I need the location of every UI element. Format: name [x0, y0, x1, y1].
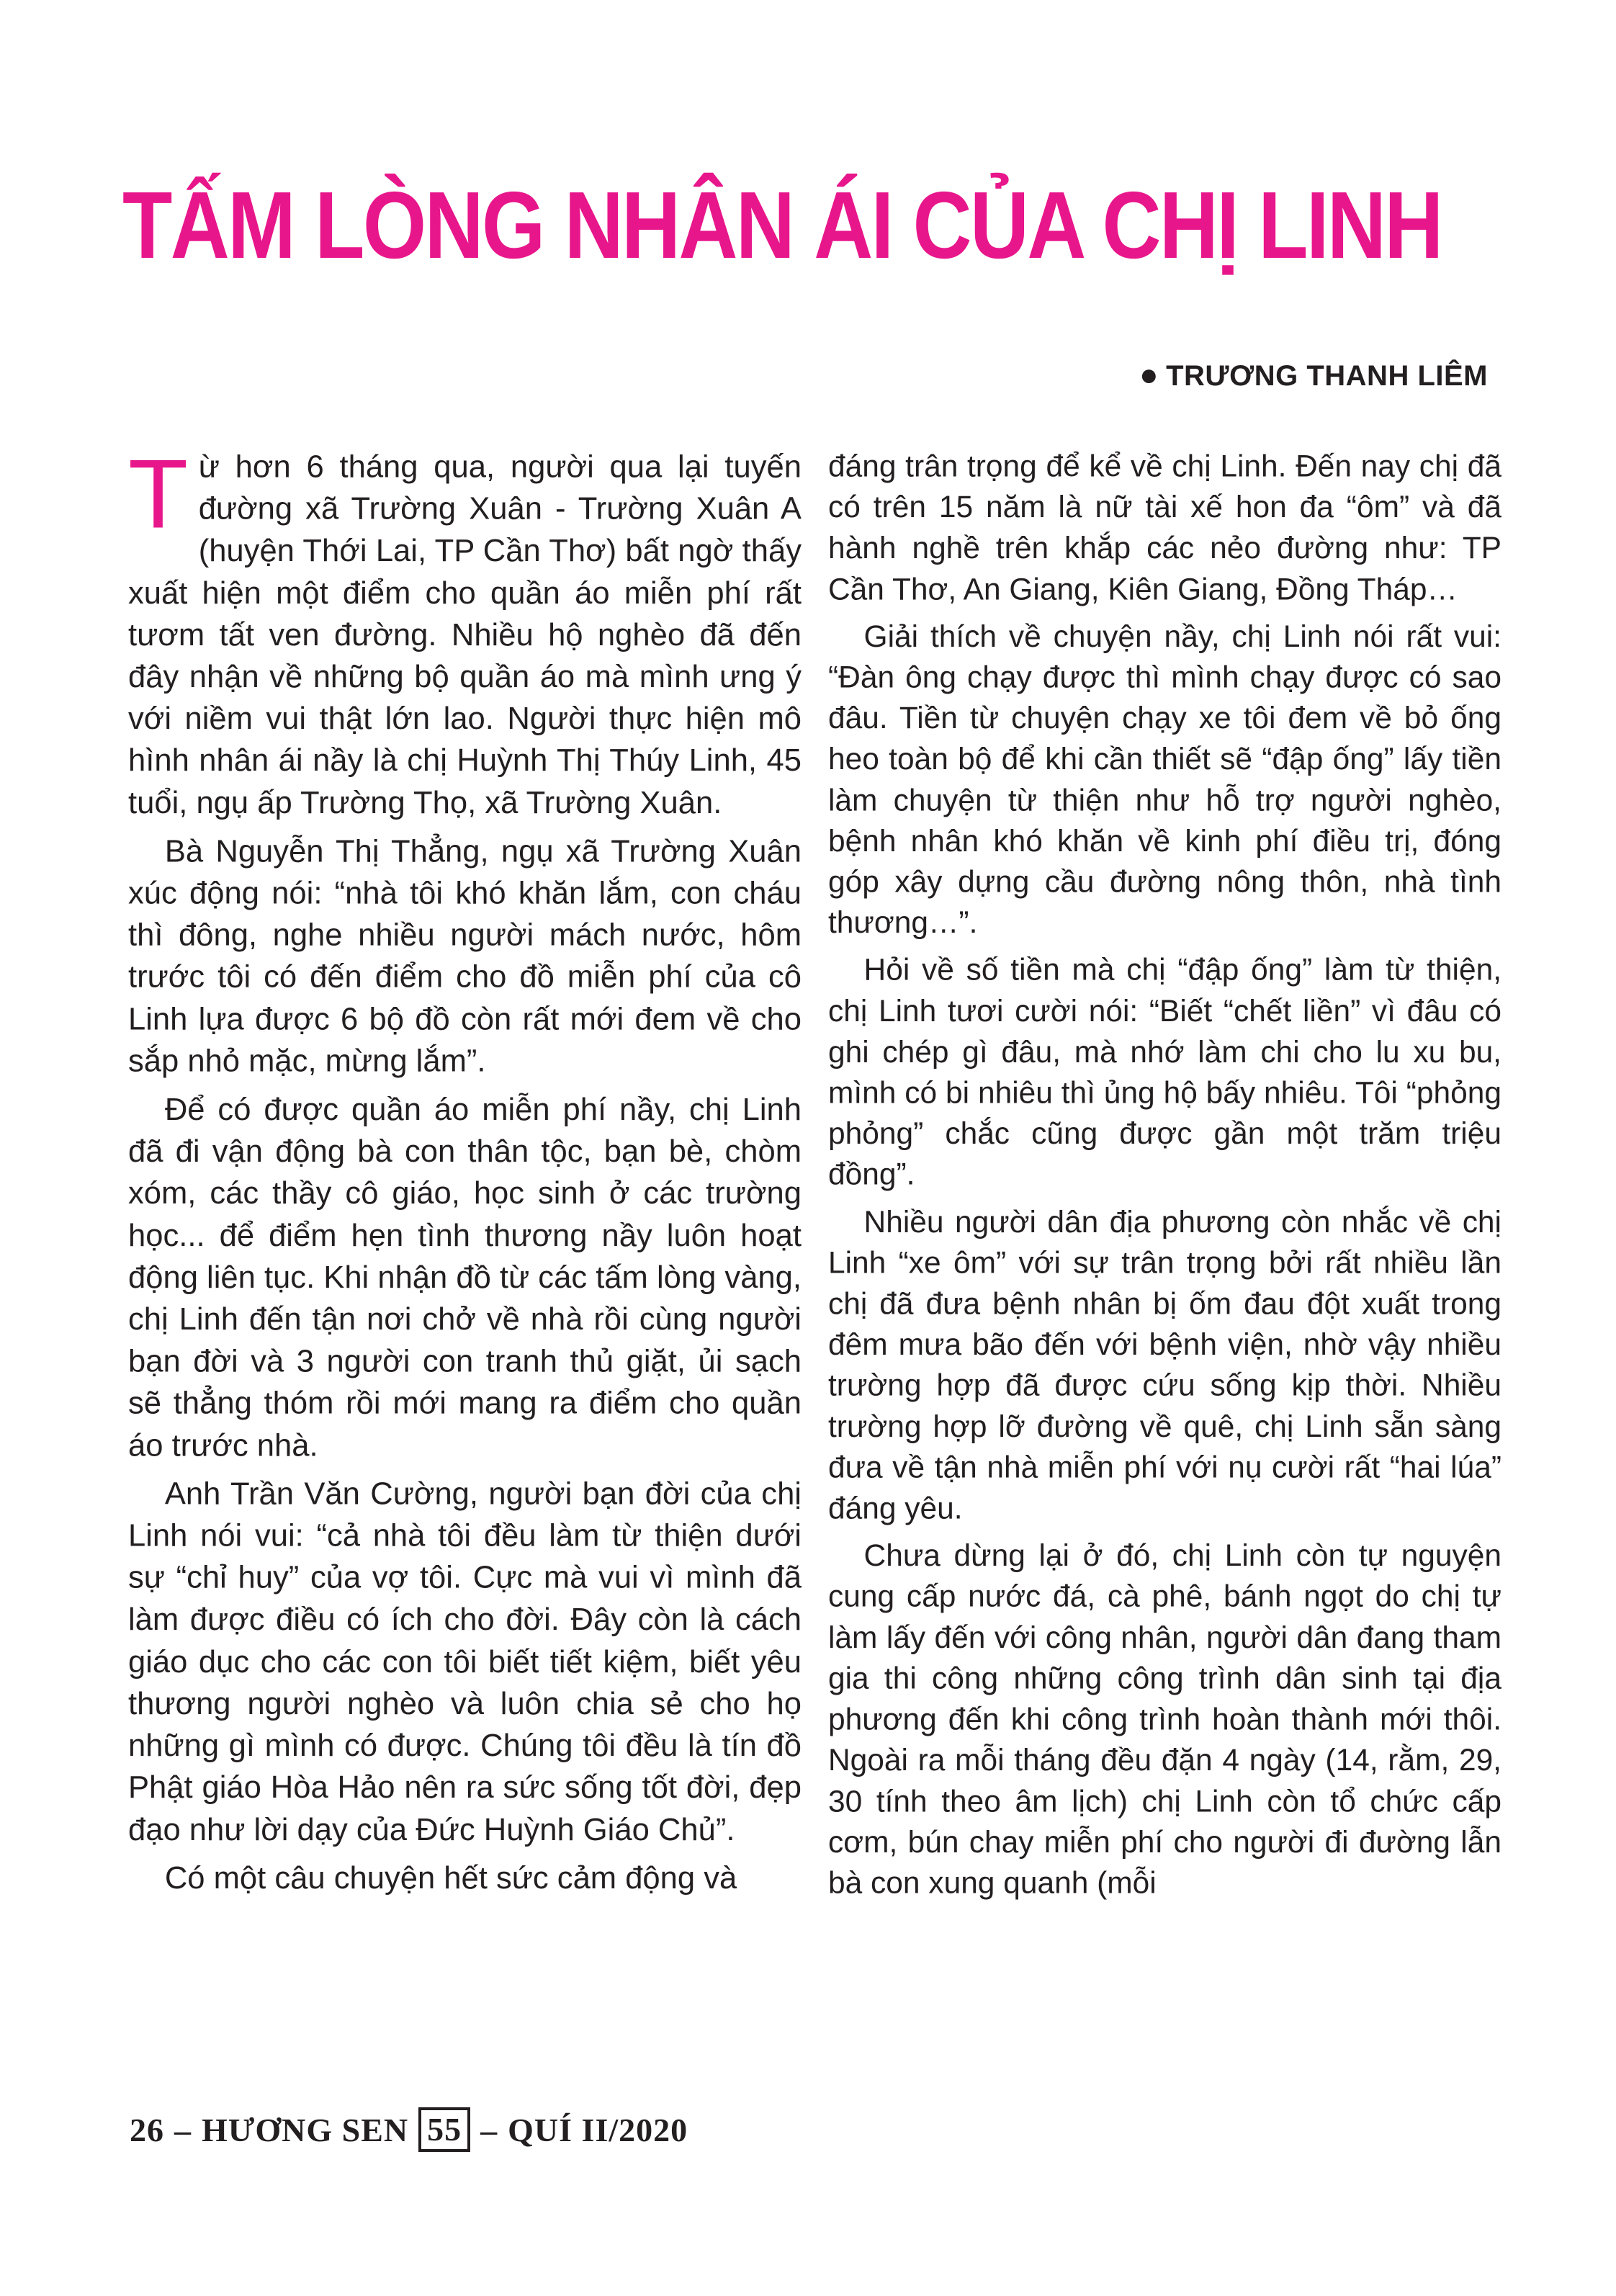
- footer-dash: –: [480, 2111, 498, 2148]
- paragraph: Anh Trần Văn Cường, người bạn đời của chị Linh nói vui: “cả nhà tôi đều làm từ thiện dưới sự “chỉ huy” của vợ tôi. Cực mà vui vì mình đã làm được điều có ích cho đời. Đây còn là cách giáo dục cho các con tôi biết tiết kiệm, biết yêu thương người nghèo và luôn chia sẻ cho họ những gì mình có được. Chúng tôi đều là tín đồ Phật giáo Hòa Hảo nên ra sức sống tốt đời, đẹp đạo như lời dạy của Đức Huỳnh Giáo Chủ”.: [128, 1476, 802, 1847]
- paragraph: [128, 439, 802, 824]
- paragraph: Có một câu chuyện hết sức cảm động và: [164, 1860, 737, 1896]
- paragraph: Giải thích về chuyện nầy, chị Linh nói rất vui: “Đàn ông chạy được thì mình chạy được có sao đâu. Tiền từ chuyện chạy xe tôi đem về bỏ ống heo toàn bộ để khi cần thiết sẽ “đập ống” lấy tiền làm chuyện từ thiện như hỗ trợ người nghèo, bệnh nhân khó khăn về kinh phí điều trị, đóng góp xây dựng cầu đường nông thôn, nhà tình thương…”.: [828, 619, 1501, 941]
- issue-number-box: 55: [418, 2107, 470, 2152]
- paragraph: Bà Nguyễn Thị Thẳng, ngụ xã Trường Xuân xúc động nói: “nhà tôi khó khăn lắm, con cháu thì đông, nghe nhiều người mách nước, hôm trước tôi có đến điểm cho đồ miễn phí của cô Linh lựa được 6 bộ đồ còn rất mới đem về cho sắp nhỏ mặc, mừng lắm”.: [128, 834, 802, 1079]
- magazine-name: HƯƠNG SEN: [202, 2111, 409, 2148]
- paragraph: đáng trân trọng để kể về chị Linh. Đến nay chị đã có trên 15 năm là nữ tài xế hon đa “ôm” và đã hành nghề trên khắp các nẻo đường như: TP Cần Thơ, An Giang, Kiên Giang, Đồng Tháp…: [828, 449, 1501, 606]
- author-name: TRƯƠNG THANH LIÊM: [1166, 360, 1488, 392]
- article-column-left: [128, 439, 802, 1906]
- paragraph: Chưa dừng lại ở đó, chị Linh còn tự nguyện cung cấp nước đá, cà phê, bánh ngọt do chị tự làm lấy đến với công nhân, người dân đang tham gia thi công những công trình dân sinh tại địa phương đến khi công trình hoàn thành mới thôi. Ngoài ra mỗi tháng đều đặn 4 ngày (14, rằm, 29, 30 tính theo âm lịch) chị Linh còn tổ chức cấp cơm, bún chay miễn phí cho người đi đường lẫn bà con xung quanh (mỗi: [828, 1538, 1501, 1901]
- paragraph: Hỏi về số tiền mà chị “đập ống” làm từ thiện, chị Linh tươi cười nói: “Biết “chết liền” vì đâu có ghi chép gì đâu, mà nhớ làm chi cho lu xu bu, mình có bi nhiêu thì ủng hộ bấy nhiêu. Tôi “phỏng phỏng” chắc cũng được gần một trăm triệu đồng”.: [828, 953, 1501, 1192]
- article-title: TẤM LÒNG NHÂN ÁI CỦA CHỊ LINH: [122, 172, 1442, 278]
- article-column-right: [828, 447, 1501, 1911]
- byline-bullet-icon: ●: [1139, 357, 1159, 393]
- issue-period: QUÍ II/2020: [508, 2111, 688, 2148]
- page-footer: [130, 2107, 688, 2152]
- page-number: 26: [130, 2111, 164, 2148]
- drop-cap: T: [128, 439, 189, 549]
- byline: [1139, 357, 1488, 393]
- paragraph-text: ừ hơn 6 tháng qua, người qua lại tuyến đường xã Trường Xuân - Trường Xuân A (huyện Thới Lai, TP Cần Thơ) bất ngờ thấy xuất hiện một điểm cho quần áo miễn phí rất tươm tất ven đường. Nhiều hộ nghèo đã đến đây nhận về những bộ quần áo mà mình ưng ý với niềm vui thật lớn lao. Người thực hiện mô hình nhân ái nầy là chị Huỳnh Thị Thúy Linh, 45 tuổi, ngụ ấp Trường Thọ, xã Trường Xuân.: [128, 449, 802, 820]
- paragraph: Để có được quần áo miễn phí nầy, chị Linh đã đi vận động bà con thân tộc, bạn bè, chòm xóm, các thầy cô giáo, học sinh ở các trường học... để điểm hẹn tình thương nầy luôn hoạt động liên tục. Khi nhận đồ từ các tấm lòng vàng, chị Linh đến tận nơi chở về nhà rồi cùng người bạn đời và 3 người con tranh thủ giặt, ủi sạch sẽ thẳng thóm rồi mới mang ra điểm cho quần áo trước nhà.: [128, 1092, 802, 1463]
- paragraph: Nhiều người dân địa phương còn nhắc về chị Linh “xe ôm” với sự trân trọng bởi rất nhiều lần chị đã đưa bệnh nhân bị ốm đau đột xuất trong đêm mưa bão đến với bệnh viện, nhờ vậy nhiều trường hợp đã được cứu sống kịp thời. Nhiều trường hợp lỡ đường về quê, chị Linh sẵn sàng đưa về tận nhà miễn phí với nụ cười rất “hai lúa” đáng yêu.: [828, 1205, 1501, 1526]
- footer-dash: –: [174, 2111, 192, 2148]
